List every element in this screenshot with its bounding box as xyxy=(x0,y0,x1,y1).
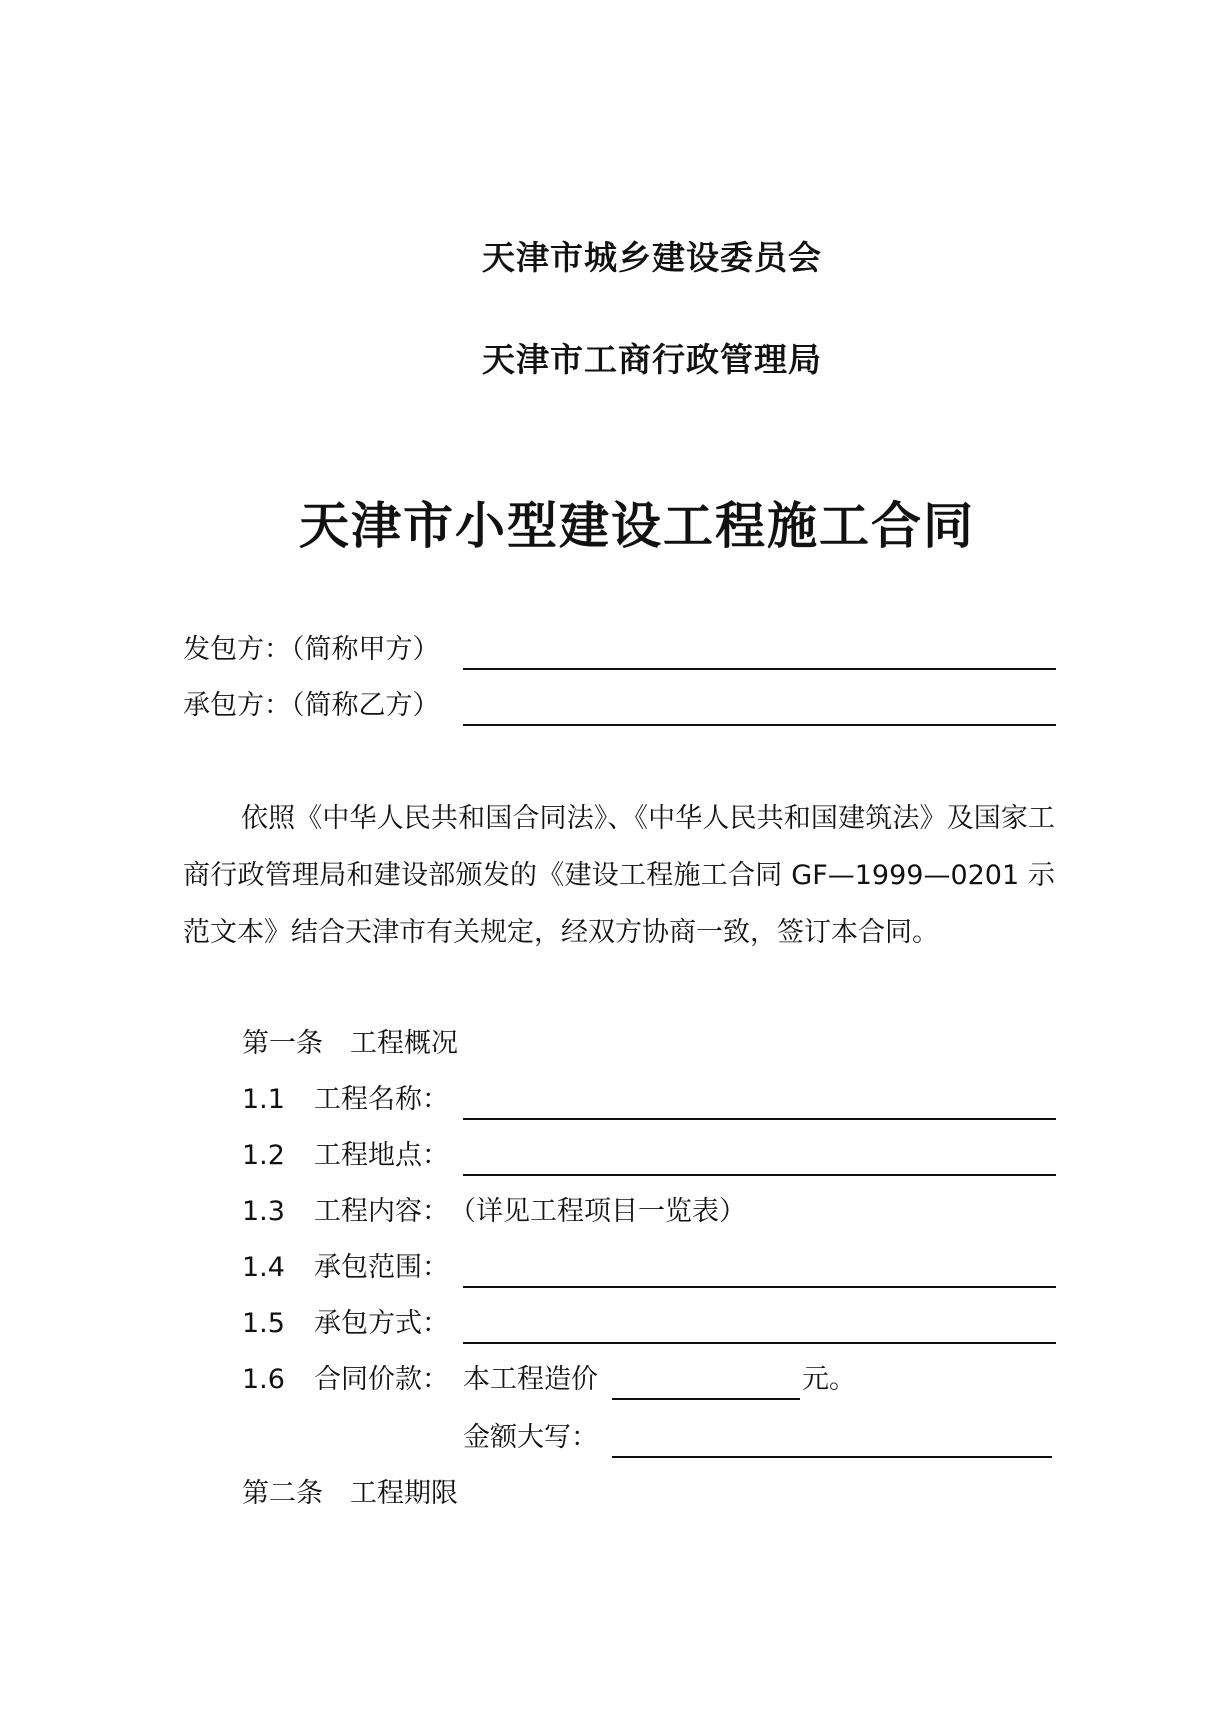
article-1-heading: 第一条 工程概况 xyxy=(242,1028,458,1059)
party-a-label: 发包方：（简称甲方） xyxy=(183,634,440,665)
project-name-label: 工程名称： xyxy=(314,1084,449,1115)
document-title: 天津市小型建设工程施工合同 xyxy=(299,497,975,555)
issuer-name: 天津市工商行政管理局 xyxy=(482,340,822,379)
item-number: 1.2 xyxy=(242,1140,285,1171)
amount-words-label: 金额大写： xyxy=(463,1422,598,1453)
issuer-name: 天津市城乡建设委员会 xyxy=(482,238,822,277)
project-content-label: 工程内容： xyxy=(314,1196,449,1227)
item-number: 1.5 xyxy=(242,1308,285,1339)
contract-method-blank[interactable] xyxy=(463,1342,1056,1344)
item-number: 1.6 xyxy=(242,1364,285,1395)
party-b-label: 承包方：（简称乙方） xyxy=(183,690,440,721)
item-number: 1.3 xyxy=(242,1196,285,1227)
item-number: 1.1 xyxy=(242,1084,285,1115)
project-location-label: 工程地点： xyxy=(314,1140,449,1171)
article-2-heading: 第二条 工程期限 xyxy=(242,1478,458,1509)
project-name-blank[interactable] xyxy=(463,1118,1056,1120)
party-b-blank[interactable] xyxy=(463,724,1056,726)
contract-price-blank[interactable] xyxy=(612,1398,800,1400)
preamble-paragraph: 依照《中华人民共和国合同法》、《中华人民共和国建筑法》及国家工商行政管理局和建设部颁发的《建设工程施工合同 GF—1999—0201 示范文本》结合天津市有关规定，经双方协商一致，签订本合同。 xyxy=(183,803,1055,948)
item-number: 1.4 xyxy=(242,1252,285,1283)
party-a-blank[interactable] xyxy=(463,668,1056,670)
contract-scope-label: 承包范围： xyxy=(314,1252,449,1283)
amount-words-blank[interactable] xyxy=(612,1456,1052,1458)
contract-price-label: 合同价款： xyxy=(314,1364,449,1395)
project-location-blank[interactable] xyxy=(463,1174,1056,1176)
contract-scope-blank[interactable] xyxy=(463,1286,1056,1288)
contract-price-unit: 元。 xyxy=(802,1364,856,1395)
contract-method-label: 承包方式： xyxy=(314,1308,449,1339)
project-content-note: （详见工程项目一览表） xyxy=(449,1196,746,1227)
contract-price-prefix: 本工程造价 xyxy=(463,1364,598,1395)
